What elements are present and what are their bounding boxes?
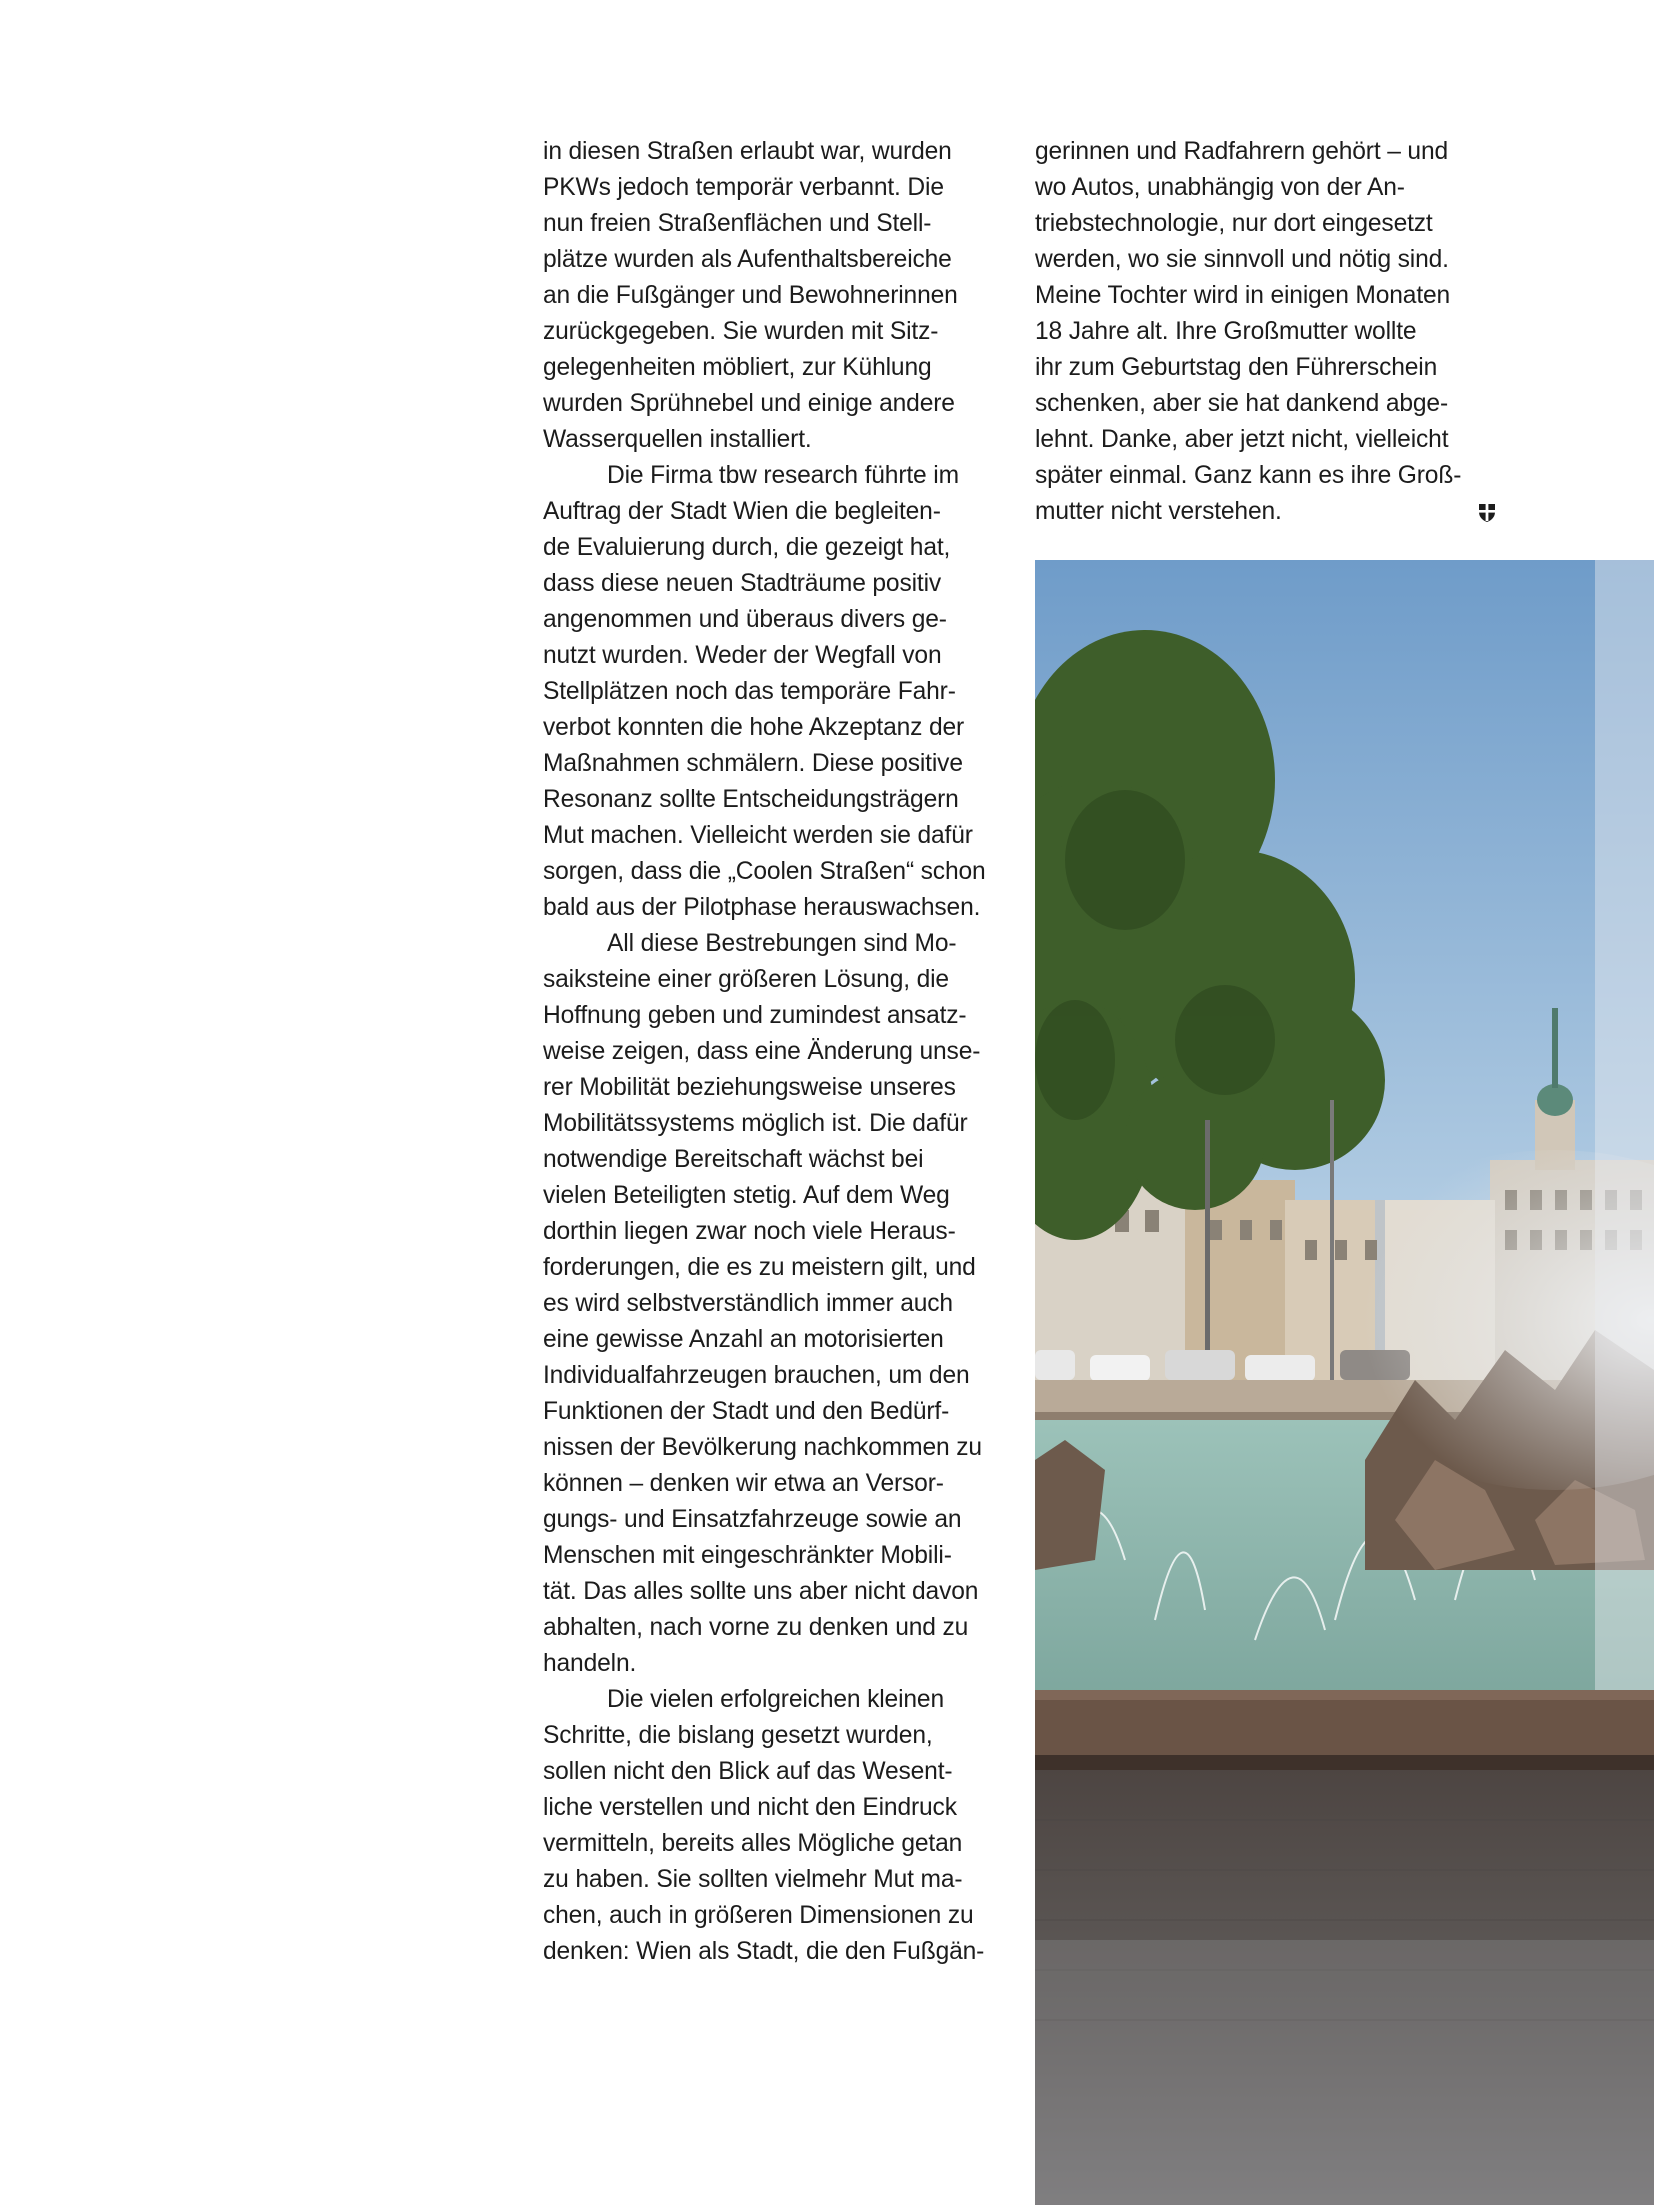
left-column-line: an die Fußgänger und Bewohnerinnen bbox=[543, 282, 958, 309]
left-column-line: plätze wurden als Aufenthaltsbereiche bbox=[543, 246, 952, 273]
left-column-line: können – denken wir etwa an Versor- bbox=[543, 1470, 944, 1497]
left-column-line: Wasserquellen installiert. bbox=[543, 426, 812, 453]
left-column-line: nun freien Straßenflächen und Stell- bbox=[543, 210, 932, 237]
left-column-line: Die vielen erfolgreichen kleinen bbox=[607, 1686, 944, 1713]
left-column-line: de Evaluierung durch, die gezeigt hat, bbox=[543, 534, 951, 561]
left-column-line: forderungen, die es zu meistern gilt, und bbox=[543, 1254, 976, 1281]
left-column-line: rer Mobilität beziehungsweise unseres bbox=[543, 1074, 956, 1101]
right-column-line: gerinnen und Radfahrern gehört – und bbox=[1035, 138, 1449, 165]
right-column-line: wo Autos, unabhängig von der An- bbox=[1035, 174, 1405, 201]
left-column-line: weise zeigen, dass eine Änderung unse- bbox=[543, 1038, 981, 1065]
left-column-line: sollen nicht den Blick auf das Wesent- bbox=[543, 1758, 953, 1785]
left-column-line: gungs- und Einsatzfahrzeuge sowie an bbox=[543, 1506, 962, 1533]
left-column-line: nissen der Bevölkerung nachkommen zu bbox=[543, 1434, 982, 1461]
left-column-line: denken: Wien als Stadt, die den Fußgän- bbox=[543, 1938, 985, 1965]
left-column-line: Menschen mit eingeschränkter Mobili- bbox=[543, 1542, 952, 1569]
right-column-line: triebstechnologie, nur dort eingesetzt bbox=[1035, 210, 1433, 237]
left-column-line: sorgen, dass die „Coolen Straßen“ schon bbox=[543, 858, 986, 885]
left-column-line: bald aus der Pilotphase herauswachsen. bbox=[543, 894, 981, 921]
left-column-line: nutzt wurden. Weder der Wegfall von bbox=[543, 642, 942, 669]
left-column-line: Individualfahrzeugen brauchen, um den bbox=[543, 1362, 970, 1389]
left-column-line: handeln. bbox=[543, 1650, 637, 1677]
left-column-line: Auftrag der Stadt Wien die begleiten- bbox=[543, 498, 941, 525]
left-column-line: zu haben. Sie sollten vielmehr Mut ma- bbox=[543, 1866, 963, 1893]
article-column-right bbox=[1035, 134, 1495, 530]
left-column-line: tät. Das alles sollte uns aber nicht davon bbox=[543, 1578, 979, 1605]
article-column-left bbox=[543, 134, 1013, 1970]
vienna-coat-of-arms-icon bbox=[1478, 503, 1496, 523]
fountain-photo-drawing bbox=[1035, 560, 1654, 2205]
right-column-line: werden, wo sie sinnvoll und nötig sind. bbox=[1035, 246, 1449, 273]
left-column-line: Schritte, die bislang gesetzt wurden, bbox=[543, 1722, 933, 1749]
left-column-line: verbot konnten die hohe Akzeptanz der bbox=[543, 714, 965, 741]
left-column-line: vielen Beteiligten stetig. Auf dem Weg bbox=[543, 1182, 950, 1209]
right-column-line: später einmal. Ganz kann es ihre Groß- bbox=[1035, 462, 1462, 489]
left-column-line: zurückgegeben. Sie wurden mit Sitz- bbox=[543, 318, 939, 345]
left-column-line: dorthin liegen zwar noch viele Heraus- bbox=[543, 1218, 956, 1245]
left-column-line: Funktionen der Stadt und den Bedürf- bbox=[543, 1398, 950, 1425]
left-column-line: Mobilitätssystems möglich ist. Die dafür bbox=[543, 1110, 968, 1137]
left-column-line: Stellplätzen noch das temporäre Fahr- bbox=[543, 678, 956, 705]
left-column-line: dass diese neuen Stadträume positiv bbox=[543, 570, 942, 597]
left-column-line: notwendige Bereitschaft wächst bei bbox=[543, 1146, 924, 1173]
left-column-line: angenommen und überaus divers ge- bbox=[543, 606, 947, 633]
left-column-line: PKWs jedoch temporär verbannt. Die bbox=[543, 174, 944, 201]
right-column-line: ihr zum Geburtstag den Führerschein bbox=[1035, 354, 1438, 381]
left-column-line: saiksteine einer größeren Lösung, die bbox=[543, 966, 949, 993]
left-column-line: Die Firma tbw research führte im bbox=[607, 462, 959, 489]
left-column-line: liche verstellen und nicht den Eindruck bbox=[543, 1794, 957, 1821]
left-column-line: Resonanz sollte Entscheidungsträgern bbox=[543, 786, 959, 813]
left-column-line: Mut machen. Vielleicht werden sie dafür bbox=[543, 822, 973, 849]
left-column-line: Hoffnung geben und zumindest ansatz- bbox=[543, 1002, 967, 1029]
right-column-line: lehnt. Danke, aber jetzt nicht, vielleicht bbox=[1035, 426, 1449, 453]
right-column-line: 18 Jahre alt. Ihre Großmutter wollte bbox=[1035, 318, 1417, 345]
left-column-line: eine gewisse Anzahl an motorisierten bbox=[543, 1326, 944, 1353]
left-column-line: chen, auch in größeren Dimensionen zu bbox=[543, 1902, 974, 1929]
right-column-line: Meine Tochter wird in einigen Monaten bbox=[1035, 282, 1451, 309]
fountain-photo bbox=[1035, 560, 1654, 2205]
left-column-line: es wird selbstverständlich immer auch bbox=[543, 1290, 953, 1317]
left-column-line: abhalten, nach vorne zu denken und zu bbox=[543, 1614, 969, 1641]
left-column-line: vermitteln, bereits alles Mögliche getan bbox=[543, 1830, 963, 1857]
right-column-line: mutter nicht verstehen. bbox=[1035, 498, 1282, 525]
left-column-line: gelegenheiten möbliert, zur Kühlung bbox=[543, 354, 932, 381]
right-column-line: schenken, aber sie hat dankend abge- bbox=[1035, 390, 1448, 417]
left-column-line: All diese Bestrebungen sind Mo- bbox=[607, 930, 957, 957]
left-column-line: wurden Sprühnebel und einige andere bbox=[543, 390, 955, 417]
left-column-line: in diesen Straßen erlaubt war, wurden bbox=[543, 138, 952, 165]
left-column-line: Maßnahmen schmälern. Diese positive bbox=[543, 750, 963, 777]
